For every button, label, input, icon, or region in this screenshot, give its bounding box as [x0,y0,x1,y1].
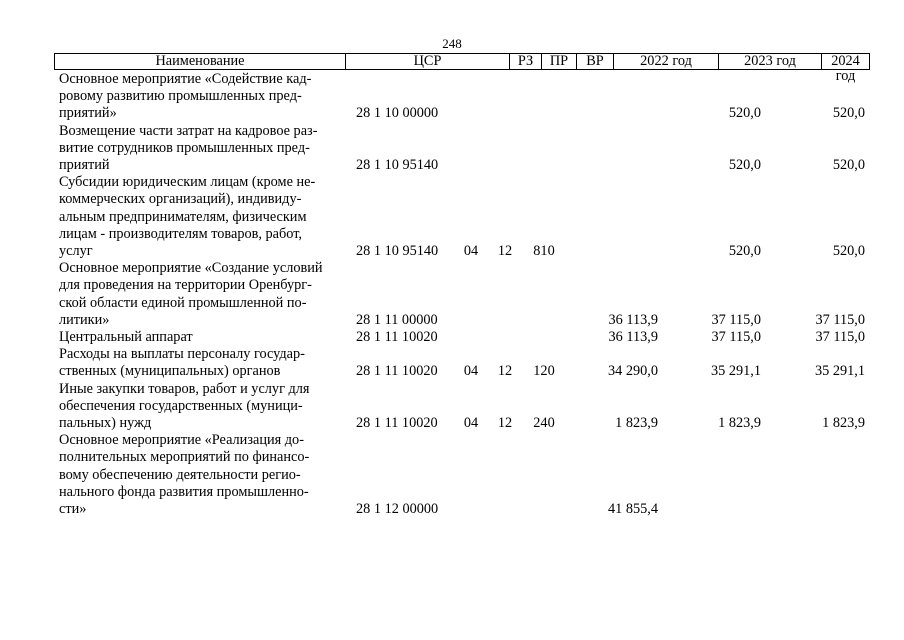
table-row [0,71,904,123]
header-vr: ВР [577,54,614,69]
pr-code [496,501,514,518]
row-name-line: лицам - производителям товаров, работ, [59,225,303,242]
row-name-line: Расходы на выплаты персоналу государ- [59,346,305,363]
rz-code [462,501,480,518]
header-rz: РЗ [510,54,542,69]
value-2023: 520,0 [728,243,761,260]
rz-code [462,157,480,174]
vr-code [530,105,558,122]
row-name-line: литики» [59,311,110,328]
csr-code: 28 1 11 10020 [356,329,438,346]
rz-code [462,105,480,122]
value-2024: 520,0 [832,157,865,174]
table-row [0,346,904,380]
header-pr: ПР [542,54,577,69]
csr-code: 28 1 12 00000 [356,501,439,518]
value-2024: 520,0 [832,105,865,122]
pr-code: 12 [497,243,513,260]
row-name-line: ровому развитию промышленных пред- [59,88,302,105]
row-name-line: Иные закупки товаров, работ и услуг для [59,380,310,397]
value-2023: 520,0 [728,157,761,174]
row-name-line: коммерческих организаций), индивиду- [59,191,302,208]
table-body [0,71,904,518]
csr-code: 28 1 11 10020 [356,415,438,432]
pr-code [496,105,514,122]
vr-code [530,501,558,518]
pr-code: 12 [497,415,513,432]
pr-code [496,312,514,329]
value-2024: 520,0 [832,243,865,260]
header-2023: 2023 год [719,54,822,69]
vr-code: 120 [533,363,555,380]
value-2024: 37 115,0 [815,329,865,346]
value-2024: 35 291,1 [814,363,865,380]
value-2024: 37 115,0 [815,311,865,328]
table-row [0,174,904,260]
csr-code: 28 1 10 00000 [356,105,439,122]
row-name-line: обеспечения государственных (муници- [59,397,303,414]
row-name-line: Основное мероприятие «Создание условий [59,260,323,277]
row-name-line: услуг [59,243,93,260]
csr-code: 28 1 10 95140 [356,157,439,174]
value-2022: 34 290,0 [607,363,658,380]
row-name [0,346,349,380]
row-name-line: альным предпринимателям, физическим [59,208,307,225]
row-name-line: Возмещение части затрат на кадровое раз- [59,122,318,139]
row-name-line: Субсидии юридическим лицам (кроме не- [59,174,316,191]
vr-code [530,157,558,174]
row-name-line: приятий [59,157,110,174]
row-name-line: пальных) нужд [59,415,152,432]
value-2023: 1 823,9 [718,415,761,432]
table-row [0,432,904,518]
row-name-line: витие сотрудников промышленных пред- [59,139,310,156]
pr-code [496,157,514,174]
header-csr: ЦСР [346,54,510,69]
row-name-line: Основное мероприятие «Реализация до- [59,432,304,449]
csr-code: 28 1 11 10020 [356,363,438,380]
row-name-line: ственных (муниципальных) органов [59,363,281,380]
csr-code: 28 1 10 95140 [356,243,439,260]
row-name [0,123,349,175]
table-row [0,260,904,329]
rz-code: 04 [463,415,479,432]
value-2023: 35 291,1 [710,363,761,380]
row-name-line: ской области единой промышленной по- [59,294,307,311]
table-row [0,123,904,175]
row-name-line: полнительных мероприятий по финансо- [59,449,310,466]
csr-code: 28 1 11 00000 [356,311,438,328]
vr-code: 240 [533,415,555,432]
table-row [0,381,904,433]
vr-code: 810 [533,243,555,260]
row-name-line: Основное мероприятие «Содействие кад- [59,71,312,87]
value-2022: 36 113,9 [608,329,658,346]
row-name [0,381,349,433]
row-name-line: для проведения на территории Оренбург- [59,277,312,294]
row-name [0,329,349,346]
header-name: Наименование [55,54,346,69]
value-2023: 520,0 [728,105,761,122]
table-row [0,329,904,346]
row-name [0,260,349,329]
row-name-line: вому обеспечению деятельности регио- [59,466,301,483]
row-name-line: нального фонда развития промышленно- [59,483,309,500]
value-2022: 41 855,4 [607,501,658,518]
rz-code [462,312,480,329]
header-2024: 2024 год [831,53,860,84]
row-name-line: приятий» [59,105,117,122]
pr-code: 12 [497,363,513,380]
value-2022: 1 823,9 [615,415,658,432]
row-name-line: Центральный аппарат [59,329,193,346]
rz-code: 04 [463,243,479,260]
value-2023: 37 115,0 [711,311,761,328]
row-name [0,174,349,260]
page-number: 248 [442,36,462,51]
row-name [0,432,349,518]
rz-code: 04 [463,363,479,380]
row-name [0,71,349,123]
row-name-line: сти» [59,501,87,518]
rz-code [462,329,480,346]
value-2022: 36 113,9 [608,311,658,328]
pr-code [496,329,514,346]
value-2024: 1 823,9 [822,415,865,432]
vr-code [530,312,558,329]
vr-code [530,329,558,346]
header-2022: 2022 год [614,54,719,69]
value-2023: 37 115,0 [711,329,761,346]
